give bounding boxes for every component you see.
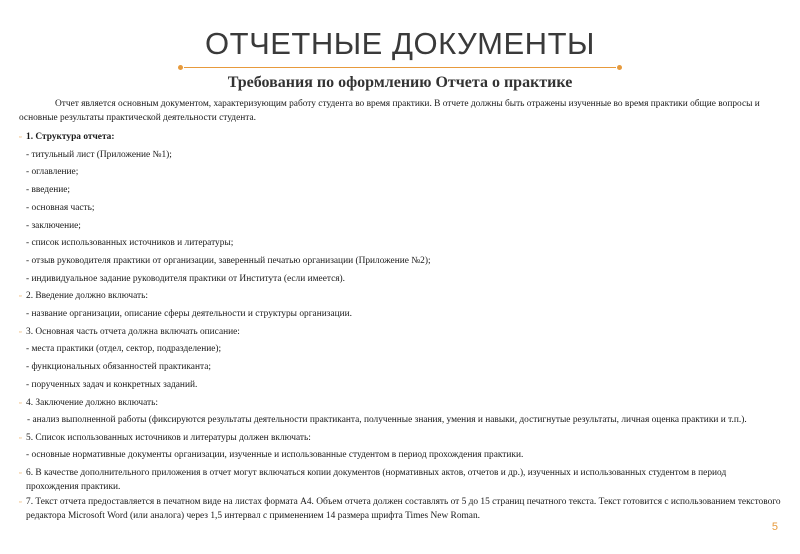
subtitle: Требования по оформлению Отчета о практике [227, 74, 573, 91]
list-item: - список использованных источников и литературы; [26, 238, 234, 249]
title-divider [184, 67, 616, 68]
section-paragraph: ▫ 7. Текст отчета предоставляется в печатном виде на листах формата А4. Объем отчета должен составлять от 5 до 15 страниц печатного текста. Текст готовится с использованием текстового редактора Microsoft Word (или аналога) через 1,5 интервал с применением 14 размера шрифта Times New Roman. [19, 497, 781, 521]
list-item: - основная часть; [26, 202, 95, 213]
bullet-icon: ▫ [19, 327, 22, 336]
bullet-icon: ▫ [19, 133, 22, 141]
bullet-icon: ▫ [19, 498, 22, 507]
list-item: - функциональных обязанностей практиканта; [26, 362, 211, 373]
section-heading: ▫ 5. Список использованных источников и литературы должен включать: [19, 430, 781, 448]
section-heading: ▫ 3. Основная часть отчета должна включать описание: [19, 324, 781, 342]
list-item: - индивидуальное задание руководителя практики от Института (если имеется). [26, 273, 346, 284]
section-heading: ▫ 1. Структура отчета: [19, 129, 781, 147]
page-number: 5 [771, 521, 778, 533]
section-paragraph: ▫ 6. В качестве дополнительного приложения в отчет могут включаться копии документов (нормативных актов, отчетов и др.), изученных и использованных студентом в период прохождения практики. [19, 468, 727, 492]
bullet-icon: ▫ [19, 292, 22, 301]
page-title: ОТЧЕТНЫЕ ДОКУМЕНТЫ [205, 26, 595, 61]
list-item: - введение; [26, 185, 71, 196]
list-item: - основные нормативные документы организации, изученные и использованные студентом в период прохождения практики. [26, 450, 524, 461]
list-item: - отзыв руководителя практики от организации, заверенный печатью организации (Приложение №2); [26, 255, 431, 266]
bullet-icon: ▫ [19, 398, 22, 407]
intro-paragraph: Отчет является основным документом, характеризующим работу студента во время практики. В отчете должны быть отражены изученные во время практики общие вопросы и основные результаты практической деятельности студента. [19, 99, 760, 123]
list-item: - название организации, описание сферы деятельности и структуры организации. [26, 309, 353, 320]
section-heading: ▫ 4. Заключение должно включать: [19, 395, 781, 413]
section-heading: ▫ 2. Введение должно включать: [19, 288, 781, 306]
bullet-icon: ▫ [19, 433, 22, 442]
list-item: - заключение; [26, 220, 81, 231]
bullet-icon: ▫ [19, 469, 22, 478]
document-body [19, 98, 781, 525]
list-item: - оглавление; [26, 167, 79, 178]
list-item: - титульный лист (Приложение №1); [26, 149, 172, 160]
list-item: - анализ выполненной работы (фиксируются результаты деятельности практиканта, полученные знания, умения и навыки, достигнутые результаты, личная оценка практики и т.п.). [27, 415, 747, 426]
list-item: - места практики (отдел, сектор, подразделение); [26, 344, 222, 355]
list-item: - порученных задач и конкретных заданий. [26, 379, 198, 390]
